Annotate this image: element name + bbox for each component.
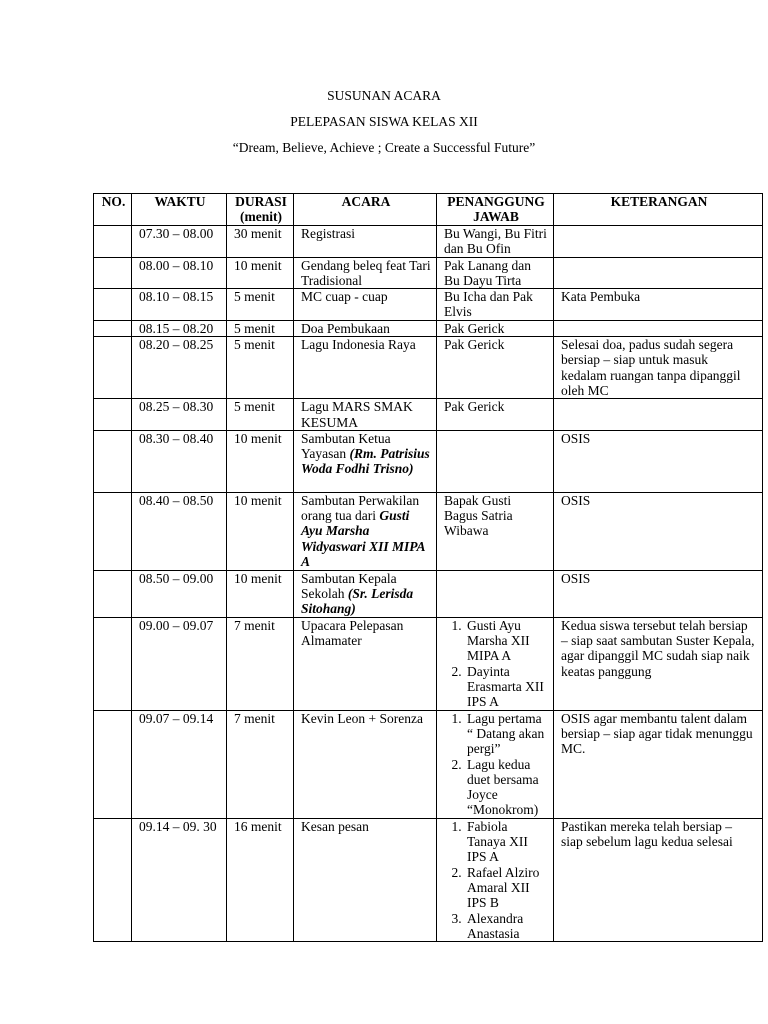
acara-text: Lagu MARS SMAK KESUMA [301, 399, 413, 430]
cell-no [94, 710, 132, 818]
cell-penanggung-jawab: Pak Gerick [437, 399, 554, 431]
table-row [94, 617, 763, 710]
header-durasi: DURASI (menit) [227, 194, 294, 226]
list-item: 2. Dayinta Erasmarta XII IPS A [465, 664, 548, 710]
cell-durasi: 30 menit [227, 226, 294, 258]
list-item: 3. Alexandra Anastasia [465, 911, 548, 942]
table-row [94, 399, 763, 431]
acara-emphasis: Gusti Ayu Marsha Widyaswari XII MIPA A [301, 508, 425, 570]
cell-no [94, 570, 132, 617]
cell-waktu: 09.14 – 09. 30 [132, 818, 227, 941]
table-row [94, 710, 763, 818]
cell-keterangan: Kedua siswa tersebut telah bersiap – siap saat sambutan Suster Kepala, agar dipanggil MC sudah siap naik keatas panggung [554, 617, 763, 710]
table-row [94, 570, 763, 617]
table-row [94, 492, 763, 570]
cell-penanggung-jawab [437, 710, 554, 818]
pj-list [444, 618, 548, 710]
cell-no [94, 617, 132, 710]
table-row [94, 257, 763, 289]
cell-penanggung-jawab: Bu Wangi, Bu Fitri dan Bu Ofin [437, 226, 554, 258]
table-row [94, 430, 763, 492]
cell-keterangan [554, 257, 763, 289]
pj-list [444, 711, 548, 818]
acara-text: Sambutan Perwakilan orang tua dari [301, 492, 420, 524]
list-item: 1. Fabiola Tanaya XII IPS A [465, 819, 548, 865]
cell-penanggung-jawab: Pak Gerick [437, 337, 554, 399]
cell-acara [294, 818, 437, 941]
acara-emphasis: (Rm. Patrisius Woda Fodhi Trisno) [301, 446, 430, 477]
header-waktu: WAKTU [132, 194, 227, 226]
cell-no [94, 337, 132, 399]
acara-text: Gendang beleq feat Tari Tradisional [301, 257, 431, 288]
list-item: 2. Lagu kedua duet bersama Joyce “Monokrom) [465, 757, 548, 818]
cell-no [94, 818, 132, 941]
pj-list [444, 819, 548, 941]
cell-keterangan: Pastikan mereka telah bersiap – siap sebelum lagu kedua selesai [554, 818, 763, 941]
acara-text: MC cuap - cuap [301, 289, 388, 305]
acara-text: Kevin Leon + Sorenza [301, 710, 423, 726]
table-row [94, 289, 763, 321]
doc-subtitle: PELEPASAN SISWA KELAS XII [290, 114, 478, 129]
cell-waktu: 08.50 – 09.00 [132, 570, 227, 617]
cell-durasi: 5 menit [227, 289, 294, 321]
cell-no [94, 399, 132, 431]
cell-waktu: 08.40 – 08.50 [132, 492, 227, 570]
cell-durasi: 10 menit [227, 492, 294, 570]
doc-title: SUSUNAN ACARA [327, 88, 441, 103]
cell-durasi: 5 menit [227, 337, 294, 399]
acara-text: Sambutan Ketua Yayasan [301, 430, 391, 462]
schedule-table [93, 193, 763, 942]
table-row [94, 818, 763, 941]
cell-acara [294, 430, 437, 492]
cell-waktu: 08.00 – 08.10 [132, 257, 227, 289]
header-no: NO. [94, 194, 132, 226]
cell-keterangan: OSIS agar membantu talent dalam bersiap – siap agar tidak menunggu MC. [554, 710, 763, 818]
cell-penanggung-jawab [437, 818, 554, 941]
cell-keterangan [554, 320, 763, 336]
acara-text: Registrasi [301, 226, 355, 241]
cell-acara [294, 257, 437, 289]
cell-keterangan: OSIS [554, 492, 763, 570]
cell-waktu: 08.25 – 08.30 [132, 399, 227, 431]
cell-acara [294, 289, 437, 321]
acara-text: Doa Pembukaan [301, 320, 390, 336]
cell-penanggung-jawab: Pak Lanang dan Bu Dayu Tirta [437, 257, 554, 289]
doc-motto: “Dream, Believe, Achieve ; Create a Successful Future” [232, 140, 536, 155]
cell-acara [294, 320, 437, 336]
cell-no [94, 492, 132, 570]
cell-durasi: 5 menit [227, 320, 294, 336]
list-item: 1. Gusti Ayu Marsha XII MIPA A [465, 618, 548, 664]
cell-no [94, 289, 132, 321]
cell-penanggung-jawab: Bu Icha dan Pak Elvis [437, 289, 554, 321]
table-row [94, 320, 763, 336]
header-keterangan: KETERANGAN [554, 194, 763, 226]
cell-keterangan: Kata Pembuka [554, 289, 763, 321]
cell-acara [294, 399, 437, 431]
cell-acara [294, 492, 437, 570]
cell-acara [294, 570, 437, 617]
acara-text: Sambutan Kepala Sekolah [301, 570, 397, 602]
cell-acara [294, 337, 437, 399]
cell-keterangan: OSIS [554, 570, 763, 617]
header-row [94, 194, 763, 226]
acara-text: Upacara Pelepasan Almamater [301, 617, 404, 649]
cell-durasi: 10 menit [227, 570, 294, 617]
cell-waktu: 07.30 – 08.00 [132, 226, 227, 258]
cell-acara [294, 710, 437, 818]
acara-text: Kesan pesan [301, 818, 369, 834]
cell-durasi: 7 menit [227, 617, 294, 710]
acara-emphasis: (Sr. Lerisda Sitohang) [301, 586, 414, 617]
list-item: 2. Rafael Alziro Amaral XII IPS B [465, 865, 548, 911]
cell-penanggung-jawab [437, 570, 554, 617]
cell-penanggung-jawab [437, 617, 554, 710]
list-item: 1. Lagu pertama “ Datang akan pergi” [465, 711, 548, 757]
cell-keterangan [554, 399, 763, 431]
cell-durasi: 16 menit [227, 818, 294, 941]
cell-no [94, 257, 132, 289]
cell-waktu: 09.07 – 09.14 [132, 710, 227, 818]
cell-acara [294, 617, 437, 710]
cell-durasi: 5 menit [227, 399, 294, 431]
header-penanggung-jawab: PENANGGUNG JAWAB [437, 194, 554, 226]
header-acara: ACARA [294, 194, 437, 226]
cell-no [94, 320, 132, 336]
cell-no [94, 226, 132, 258]
table-row [94, 337, 763, 399]
cell-durasi: 10 menit [227, 257, 294, 289]
acara-text: Lagu Indonesia Raya [301, 337, 416, 353]
cell-waktu: 08.20 – 08.25 [132, 337, 227, 399]
cell-waktu: 08.30 – 08.40 [132, 430, 227, 492]
cell-acara [294, 226, 437, 258]
table-row [94, 226, 763, 258]
cell-penanggung-jawab [437, 430, 554, 492]
cell-keterangan [554, 226, 763, 258]
cell-waktu: 08.15 – 08.20 [132, 320, 227, 336]
cell-keterangan: Selesai doa, padus sudah segera bersiap – siap untuk masuk kedalam ruangan tanpa dipanggil oleh MC [554, 337, 763, 399]
cell-penanggung-jawab: Pak Gerick [437, 320, 554, 336]
cell-penanggung-jawab: Bapak Gusti Bagus Satria Wibawa [437, 492, 554, 570]
cell-waktu: 09.00 – 09.07 [132, 617, 227, 710]
cell-durasi: 10 menit [227, 430, 294, 492]
cell-keterangan: OSIS [554, 430, 763, 492]
cell-waktu: 08.10 – 08.15 [132, 289, 227, 321]
cell-durasi: 7 menit [227, 710, 294, 818]
cell-no [94, 430, 132, 492]
